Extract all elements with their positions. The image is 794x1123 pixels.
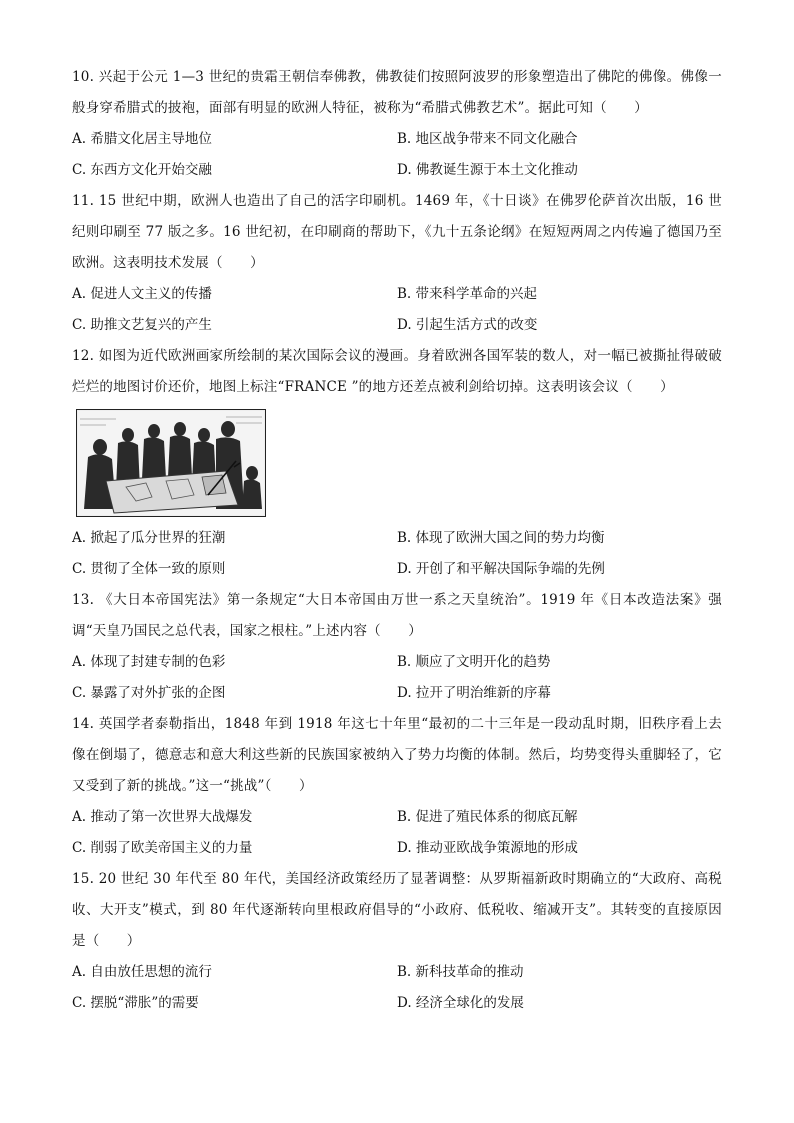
options-grid — [72, 802, 722, 864]
option-c[interactable]: C. 东西方文化开始交融 — [72, 162, 212, 178]
question-15 — [72, 864, 722, 1019]
option-b[interactable]: B. 地区战争带来不同文化融合 — [397, 131, 578, 147]
option-a[interactable]: A. 促进人文主义的传播 — [72, 286, 212, 302]
options-grid — [72, 279, 722, 341]
question-stem: 11. 15 世纪中期，欧洲人也造出了自己的活字印刷机。1469 年，《十日谈》在佛罗伦萨首次出版，16 世纪则印刷至 77 版之多。16 世纪初，在印刷商的帮助下，《九十五条论纲》在短短两周之内传遍了德国乃至欧洲。这表明技术发展（ ） — [72, 193, 722, 271]
option-d[interactable]: D. 拉开了明治维新的序幕 — [397, 685, 551, 701]
question-stem: 10. 兴起于公元 1—3 世纪的贵霜王朝信奉佛教，佛教徒们按照阿波罗的形象塑造出了佛陀的佛像。佛像一般身穿希腊式的披袍，面部有明显的欧洲人特征，被称为“希腊式佛教艺术”。据此可知（ ） — [72, 69, 722, 116]
question-stem: 15. 20 世纪 30 年代至 80 年代，美国经济政策经历了显著调整：从罗斯福新政时期确立的“大政府、高税收、大开支”模式，到 80 年代逐渐转向里根政府倡导的“小政府、低税收、缩减开支”。其转变的直接原因是（ ） — [72, 871, 722, 949]
question-13 — [72, 585, 722, 709]
question-14 — [72, 709, 722, 864]
option-c[interactable]: C. 暴露了对外扩张的企图 — [72, 685, 226, 701]
option-a[interactable]: A. 掀起了瓜分世界的狂潮 — [72, 530, 226, 546]
option-c[interactable]: C. 贯彻了全体一致的原则 — [72, 561, 226, 577]
option-d[interactable]: D. 佛教诞生源于本土文化推动 — [397, 162, 578, 178]
option-b[interactable]: B. 体现了欧洲大国之间的势力均衡 — [397, 530, 605, 546]
options-grid — [72, 523, 722, 585]
question-12 — [72, 341, 722, 585]
option-c[interactable]: C. 削弱了欧美帝国主义的力量 — [72, 840, 253, 856]
option-d[interactable]: D. 开创了和平解决国际争端的先例 — [397, 561, 605, 577]
conference-cartoon-image — [76, 409, 266, 517]
option-a[interactable]: A. 推动了第一次世界大战爆发 — [72, 809, 253, 825]
options-grid — [72, 647, 722, 709]
option-b[interactable]: B. 带来科学革命的兴起 — [397, 286, 538, 302]
question-11 — [72, 186, 722, 341]
question-10 — [72, 62, 722, 186]
option-b[interactable]: B. 顺应了文明开化的趋势 — [397, 654, 551, 670]
option-b[interactable]: B. 促进了殖民体系的彻底瓦解 — [397, 809, 578, 825]
options-grid — [72, 957, 722, 1019]
exam-page — [72, 62, 722, 1019]
option-a[interactable]: A. 自由放任思想的流行 — [72, 964, 212, 980]
option-c[interactable]: C. 摆脱“滞胀”的需要 — [72, 995, 199, 1011]
question-stem: 12. 如图为近代欧洲画家所绘制的某次国际会议的漫画。身着欧洲各国军装的数人，对一幅已被撕扯得破破烂烂的地图讨价还价，地图上标注“FRANCE ”的地方还差点被利剑给切掉。这表明该会议（ ） — [72, 348, 722, 395]
option-d[interactable]: D. 经济全球化的发展 — [397, 995, 524, 1011]
question-stem: 14. 英国学者泰勒指出，1848 年到 1918 年这七十年里“最初的二十三年是一段动乱时期，旧秩序看上去像在倒塌了，德意志和意大利这些新的民族国家被纳入了势力均衡的体制。然后，均势变得头重脚轻了，它又受到了新的挑战。”这一“挑战”（ ） — [72, 716, 722, 794]
option-b[interactable]: B. 新科技革命的推动 — [397, 964, 524, 980]
option-a[interactable]: A. 希腊文化居主导地位 — [72, 131, 212, 147]
option-c[interactable]: C. 助推文艺复兴的产生 — [72, 317, 212, 333]
options-grid — [72, 124, 722, 186]
question-stem: 13. 《大日本帝国宪法》第一条规定“大日本帝国由万世一系之天皇统治”。1919 年《日本改造法案》强调“天皇乃国民之总代表，国家之根柱。”上述内容（ ） — [72, 592, 722, 639]
option-a[interactable]: A. 体现了封建专制的色彩 — [72, 654, 226, 670]
cartoon-illustration — [76, 409, 266, 517]
option-d[interactable]: D. 推动亚欧战争策源地的形成 — [397, 840, 578, 856]
option-d[interactable]: D. 引起生活方式的改变 — [397, 317, 538, 333]
